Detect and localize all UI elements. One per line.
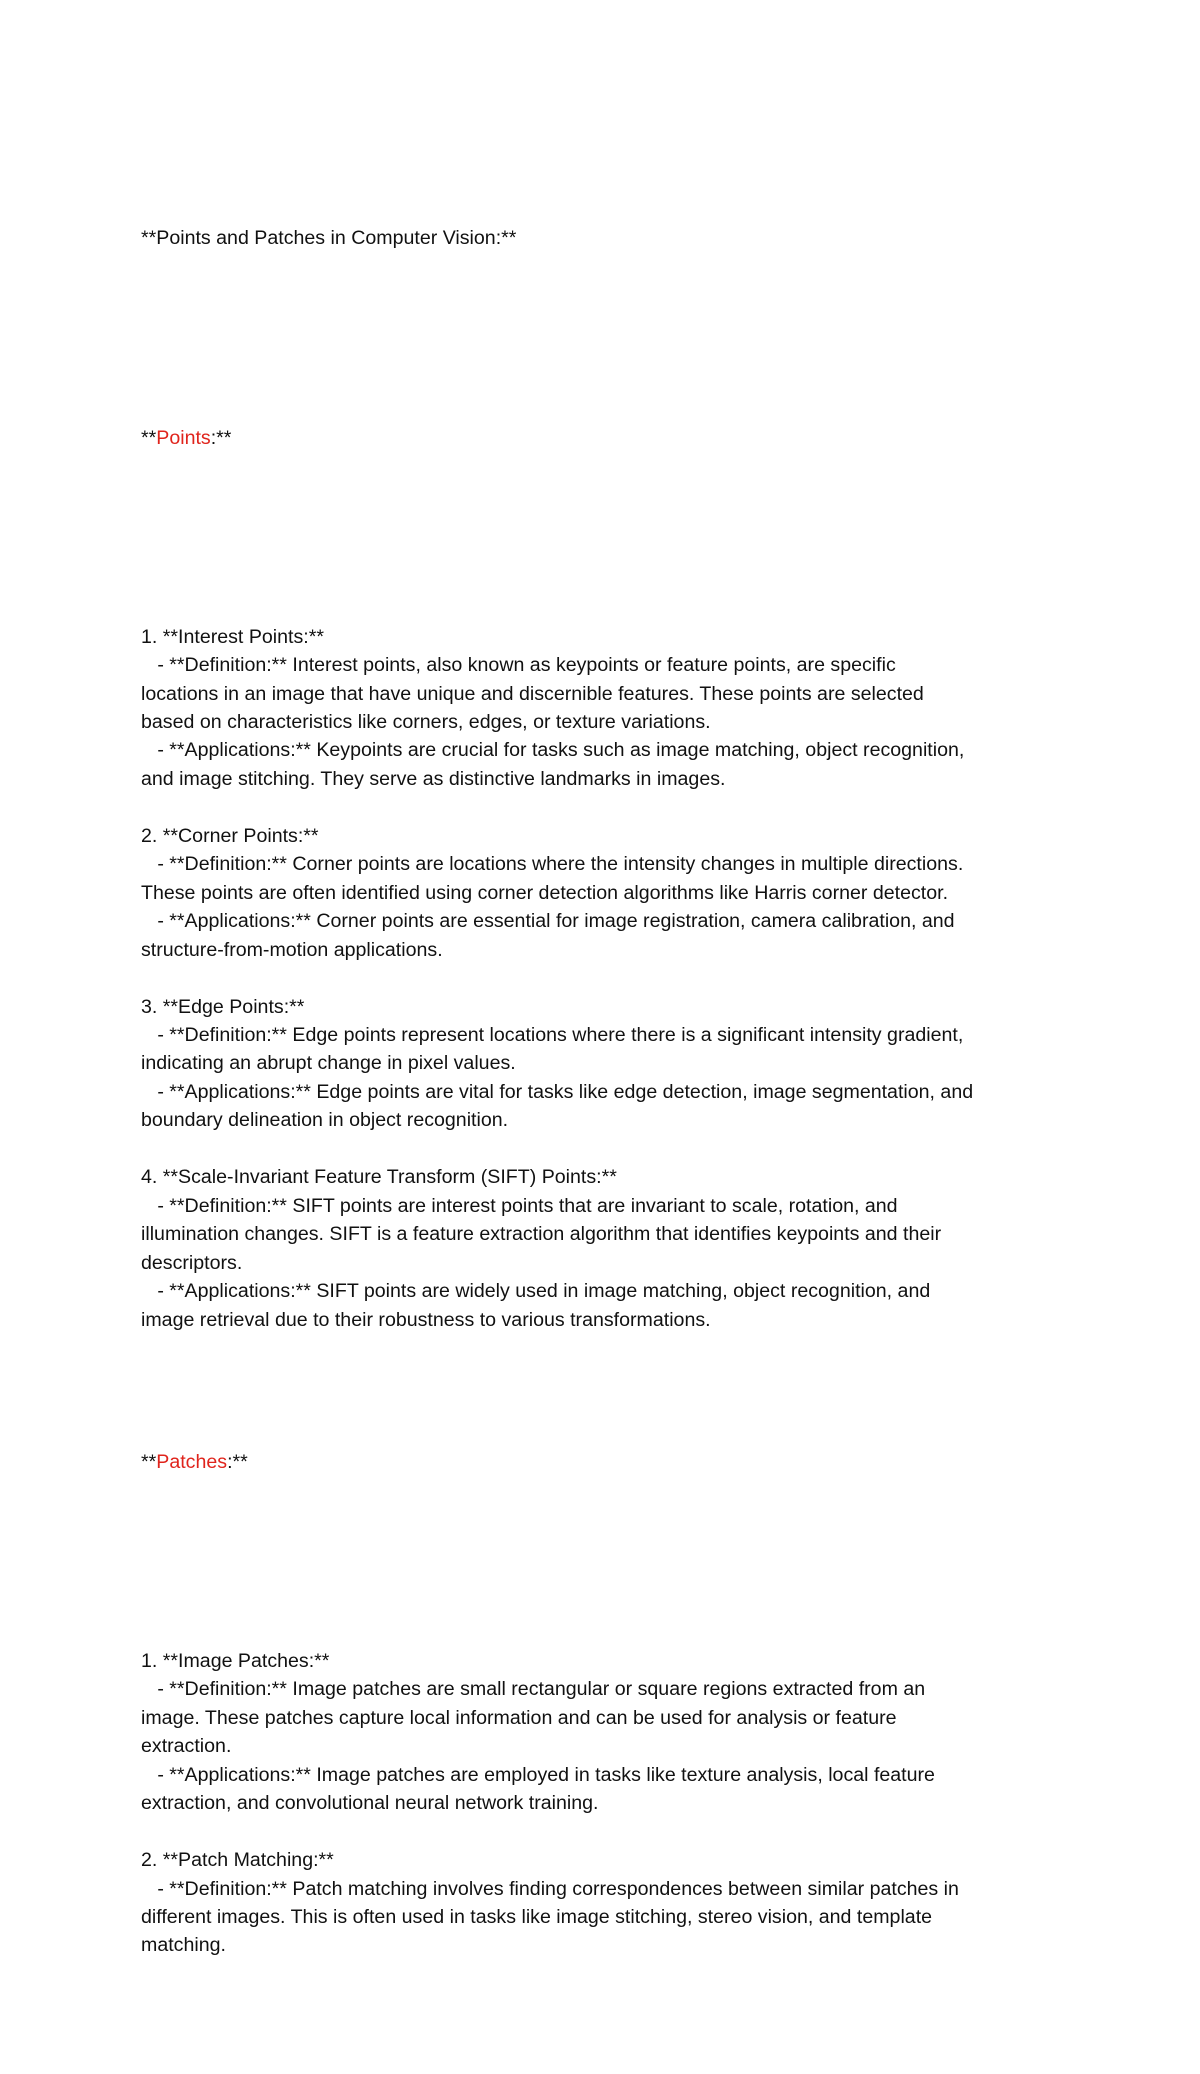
item-text-line: image retrieval due to their robustness to various transformations. xyxy=(141,1308,711,1331)
patches-list xyxy=(141,1647,1071,1988)
points-heading xyxy=(141,424,1071,452)
item-title: 1. **Interest Points:** xyxy=(141,625,324,648)
document-body xyxy=(141,139,1071,2074)
spacer xyxy=(141,1533,1071,1561)
patches-heading xyxy=(141,1448,1071,1476)
item-text-line: These points are often identified using corner detection algorithms like Harris corner detector. xyxy=(141,881,949,904)
item-text-line: - **Applications:** SIFT points are widely used in image matching, object recognition, and xyxy=(141,1280,931,1303)
item-title: 2. **Patch Matching:** xyxy=(141,1849,334,1872)
item-text-line: - **Definition:** Edge points represent locations where there is a significant intensity gradient, xyxy=(141,1023,964,1046)
points-heading-suffix: :** xyxy=(210,426,232,449)
item-text-line: - **Definition:** Corner points are locations where the intensity changes in multiple directions. xyxy=(141,853,964,876)
item-text-line: indicating an abrupt change in pixel values. xyxy=(141,1052,516,1075)
item-text-line: - **Definition:** Patch matching involves finding correspondences between similar patches in xyxy=(141,1877,959,1900)
patches-heading-prefix: ** xyxy=(141,1450,157,1473)
item-text-line: descriptors. xyxy=(141,1251,243,1274)
list-item xyxy=(141,1647,1071,1846)
list-item xyxy=(141,822,1071,993)
list-item xyxy=(141,993,1071,1164)
item-text-line: - **Applications:** Keypoints are crucial for tasks such as image matching, object recognition, xyxy=(141,739,965,762)
list-item xyxy=(141,623,1071,822)
item-text-line: - **Applications:** Image patches are employed in tasks like texture analysis, local feature xyxy=(141,1763,935,1786)
item-text-line: structure-from-motion applications. xyxy=(141,938,443,961)
item-text-line: - **Definition:** Interest points, also known as keypoints or feature points, are specific xyxy=(141,654,896,677)
item-text-line: extraction, and convolutional neural network training. xyxy=(141,1792,599,1815)
item-title: 2. **Corner Points:** xyxy=(141,824,319,847)
points-heading-label: Points xyxy=(156,426,211,449)
item-text-line: - **Applications:** Edge points are vital for tasks like edge detection, image segmentation, and xyxy=(141,1080,974,1103)
item-text-line: different images. This is often used in tasks like image stitching, stereo vision, and template xyxy=(141,1905,933,1928)
item-text-line: illumination changes. SIFT is a feature extraction algorithm that identifies keypoints and their xyxy=(141,1223,942,1246)
spacer xyxy=(141,1960,1071,1988)
spacer xyxy=(141,1334,1071,1362)
list-item xyxy=(141,1163,1071,1362)
spacer xyxy=(141,509,1071,537)
item-text-line: - **Definition:** SIFT points are interest points that are invariant to scale, rotation, and xyxy=(141,1194,898,1217)
page-title: **Points and Patches in Computer Vision:** xyxy=(141,227,517,250)
spacer xyxy=(141,1135,1071,1163)
item-text-line: locations in an image that have unique and discernible features. These points are selected xyxy=(141,682,924,705)
item-text-line: - **Definition:** Image patches are small rectangular or square regions extracted from an xyxy=(141,1678,926,1701)
item-title: 3. **Edge Points:** xyxy=(141,995,305,1018)
item-text-line: image. These patches capture local information and can be used for analysis or feature xyxy=(141,1706,897,1729)
item-text-line: and image stitching. They serve as distinctive landmarks in images. xyxy=(141,767,726,790)
item-title: 4. **Scale-Invariant Feature Transform (SIFT) Points:** xyxy=(141,1166,617,1189)
item-text-line: boundary delineation in object recognition. xyxy=(141,1109,509,1132)
item-title: 1. **Image Patches:** xyxy=(141,1649,330,1672)
patches-heading-suffix: :** xyxy=(227,1450,248,1473)
item-text-line: based on characteristics like corners, edges, or texture variations. xyxy=(141,711,711,734)
spacer xyxy=(141,964,1071,992)
spacer xyxy=(141,1818,1071,1846)
item-text-line: extraction. xyxy=(141,1735,232,1758)
points-heading-prefix: ** xyxy=(141,426,157,449)
spacer xyxy=(141,793,1071,821)
list-item xyxy=(141,1846,1071,1988)
spacer xyxy=(141,310,1071,338)
points-list xyxy=(141,623,1071,1363)
patches-heading-label: Patches xyxy=(156,1450,228,1473)
item-text-line: matching. xyxy=(141,1934,226,1957)
item-text-line: - **Applications:** Corner points are essential for image registration, camera calibration, and xyxy=(141,910,955,933)
